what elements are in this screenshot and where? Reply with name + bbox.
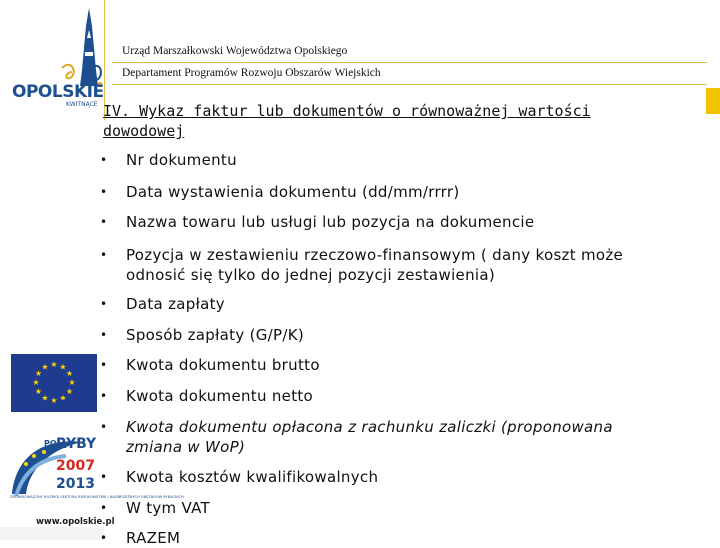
list-item-text: Kwota dokumentu brutto: [126, 356, 320, 374]
slide-title-line1: IV. Wykaz faktur lub dokumentów o równoważnej wartości: [103, 102, 591, 120]
svg-text:★: ★: [68, 378, 76, 387]
sidebar-bottom-bar: [0, 527, 104, 540]
bullet-marker: •: [100, 501, 108, 515]
list-item-text: Kwota kosztów kwalifikowalnych: [126, 468, 379, 486]
bullet-marker: •: [100, 185, 108, 199]
list-item-text: Nr dokumentu: [126, 151, 237, 169]
svg-text:★: ★: [34, 387, 43, 396]
ryby-po-label: PO: [44, 439, 57, 448]
svg-text:★: ★: [34, 369, 43, 378]
list-item-text: Pozycja w zestawieniu rzeczowo-finansowym ( dany koszt może: [126, 246, 624, 264]
list-item-text-continued: odnosić się tylko do jednej pozycji zestawienia): [126, 266, 496, 284]
list-item-text-continued: zmiana w WoP): [126, 438, 246, 456]
slide-title-line2: dowodowej: [103, 122, 185, 140]
ryby-year-start: 2007: [56, 458, 95, 474]
bullet-marker: •: [100, 215, 108, 229]
svg-text:★: ★: [65, 369, 74, 378]
header-office-name: Urząd Marszałkowski Województwa Opolskiego: [122, 45, 348, 57]
eu-flag-icon: [11, 354, 97, 412]
header-department-name: Departament Programów Rozwoju Obszarów Wiejskich: [122, 67, 381, 79]
accent-mark: [706, 88, 720, 114]
list-item-text: Kwota dokumentu opłacona z rachunku zaliczki (proponowana: [126, 418, 613, 436]
svg-text:★: ★: [41, 393, 49, 403]
svg-text:★: ★: [59, 362, 67, 372]
header-row-1: [112, 43, 707, 63]
bullet-marker: •: [100, 248, 108, 262]
header-row-2: [112, 65, 707, 85]
svg-text:★: ★: [65, 387, 74, 396]
list-item-text: Data zapłaty: [126, 295, 225, 313]
ryby-year-end: 2013: [56, 476, 95, 492]
bullet-marker: •: [100, 153, 108, 167]
svg-text:★: ★: [50, 396, 58, 405]
svg-text:★: ★: [41, 362, 49, 372]
list-item-text: Data wystawienia dokumentu (dd/mm/rrrr): [126, 183, 460, 201]
bullet-marker: •: [100, 470, 108, 484]
slide-title: [103, 101, 643, 141]
opolskie-logo-subtitle: KWITNĄCE: [66, 101, 98, 108]
opolskie-logo-text: OPOLSKIE: [12, 82, 104, 102]
list-item-text: Kwota dokumentu netto: [126, 387, 314, 405]
list-item-text: RAZEM: [126, 529, 181, 547]
list-item-text: W tym VAT: [126, 499, 210, 517]
bullet-marker: •: [100, 420, 108, 434]
svg-text:★: ★: [59, 393, 67, 403]
svg-text:★: ★: [32, 378, 40, 387]
list-item-text: Nazwa towaru lub usługi lub pozycja na dokumencie: [126, 213, 535, 231]
svg-text:★: ★: [50, 360, 58, 369]
bullet-marker: •: [100, 328, 108, 342]
bullet-marker: •: [100, 389, 108, 403]
bullet-marker: •: [100, 358, 108, 372]
ryby-name-label: RYBY: [56, 436, 97, 452]
bullet-marker: •: [100, 531, 108, 545]
website-url: www.opolskie.pl: [36, 517, 115, 527]
bullet-marker: •: [100, 297, 108, 311]
ryby-caption: ZRÓWNOWAŻONY ROZWÓJ SEKTORA RYBOŁÓWSTWA I NADBRZEŻNYCH OBSZARÓW RYBACKICH: [10, 495, 184, 499]
list-item-text: Sposób zapłaty (G/P/K): [126, 326, 304, 344]
